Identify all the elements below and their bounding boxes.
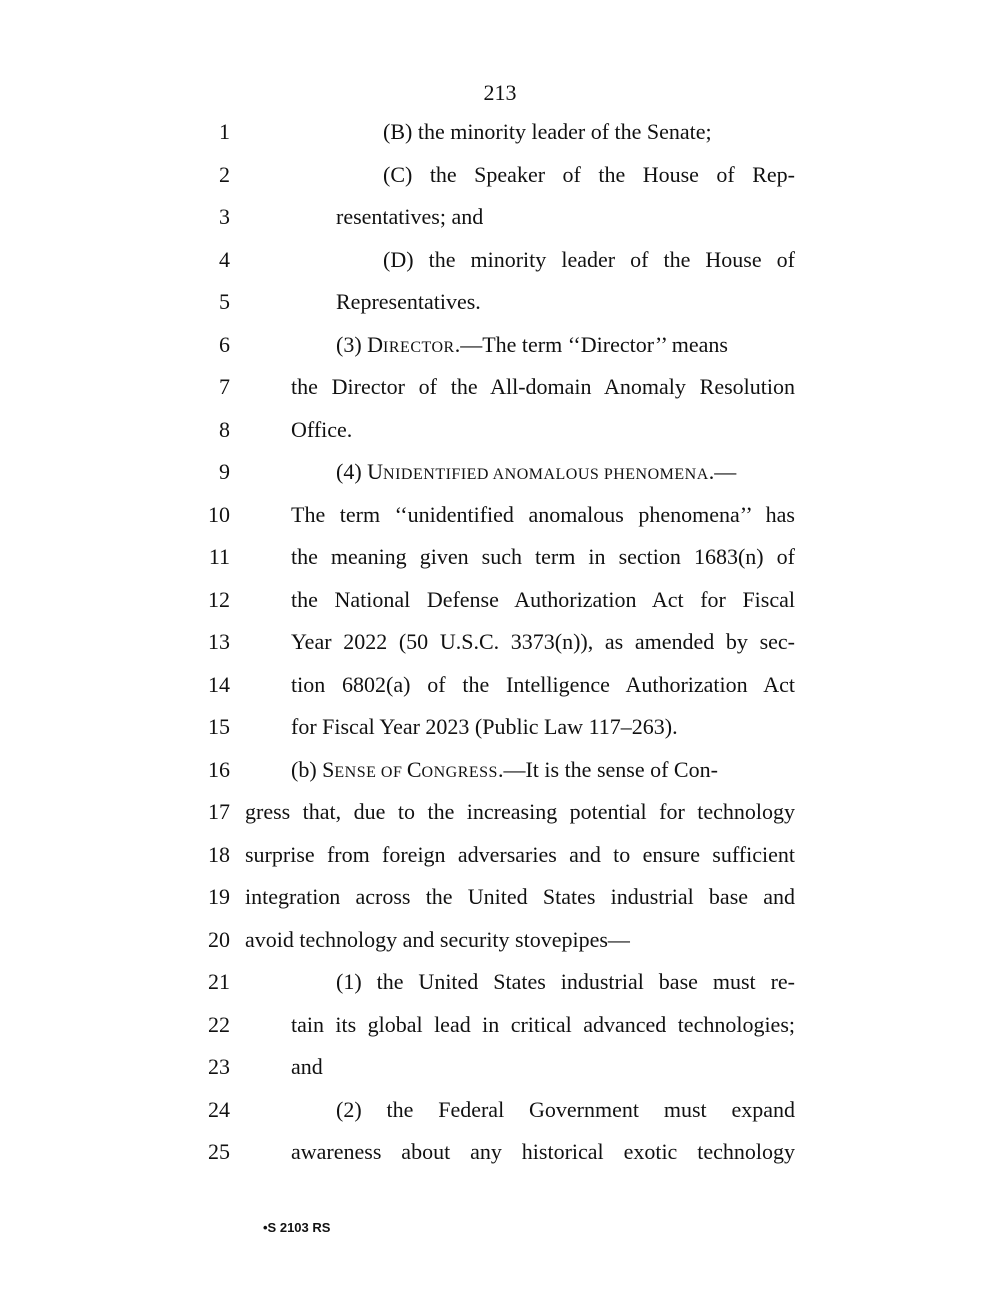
line-number: 15 <box>208 714 230 739</box>
line-text: for Fiscal Year 2023 (Public Law 117–263). <box>291 714 678 739</box>
text-line <box>0 117 1000 147</box>
text-line <box>0 755 1000 785</box>
text-line <box>0 1010 1000 1040</box>
text-line <box>0 1095 1000 1125</box>
text-line <box>0 627 1000 657</box>
line-text: the National Defense Authorization Act for Fiscal <box>291 587 795 612</box>
text-line <box>0 840 1000 870</box>
line-text: the Director of the All-domain Anomaly Resolution <box>291 374 795 399</box>
line-number: 19 <box>208 884 230 909</box>
small-caps-heading-initial: C <box>406 757 422 782</box>
line-text: (2) the Federal Government must expand <box>336 1097 795 1122</box>
line-text: gress that, due to the increasing potential for technology <box>245 799 795 824</box>
line-number: 13 <box>208 629 230 654</box>
line-number: 11 <box>208 544 230 569</box>
page-number: 213 <box>483 80 517 105</box>
line-text: integration across the United States industrial base and <box>245 884 795 909</box>
line-text: Representatives. <box>336 289 481 314</box>
line-text: tion 6802(a) of the Intelligence Authorization Act <box>291 672 795 697</box>
heading-continuation: .—The term ‘‘Director’’ means <box>454 332 728 357</box>
line-text <box>336 330 795 363</box>
text-line <box>0 245 1000 275</box>
small-caps-heading-initial: U <box>367 459 384 484</box>
text-line <box>0 500 1000 530</box>
line-number: 3 <box>219 204 230 229</box>
paragraph-marker: (b) <box>291 757 323 782</box>
line-number: 17 <box>208 799 230 824</box>
line-text: resentatives; and <box>336 204 484 229</box>
line-text: (C) the Speaker of the House of Rep- <box>383 162 795 187</box>
line-number: 1 <box>219 119 230 144</box>
line-number: 8 <box>219 417 230 442</box>
text-line <box>0 1052 1000 1082</box>
text-line <box>0 712 1000 742</box>
line-number: 24 <box>208 1097 230 1122</box>
line-number: 22 <box>208 1012 230 1037</box>
text-line <box>0 797 1000 827</box>
line-number: 18 <box>208 842 230 867</box>
line-text: Office. <box>291 417 353 442</box>
line-number: 6 <box>219 332 230 357</box>
line-text: and <box>291 1054 323 1079</box>
text-line <box>0 415 1000 445</box>
text-line <box>0 1137 1000 1167</box>
text-line <box>0 330 1000 360</box>
line-text: (1) the United States industrial base must re- <box>336 969 795 994</box>
text-line <box>0 542 1000 572</box>
text-line <box>0 670 1000 700</box>
line-text: (B) the minority leader of the Senate; <box>383 119 712 144</box>
line-text: awareness about any historical exotic technology <box>291 1139 795 1164</box>
line-number: 7 <box>219 374 230 399</box>
heading-continuation: .—It is the sense of Con- <box>497 757 718 782</box>
line-number: 5 <box>219 289 230 314</box>
text-line <box>0 202 1000 232</box>
line-number: 21 <box>208 969 230 994</box>
text-line <box>0 287 1000 317</box>
line-text: avoid technology and security stovepipes— <box>245 927 630 952</box>
line-text: the meaning given such term in section 1683(n) of <box>291 544 795 569</box>
text-line <box>0 457 1000 487</box>
line-number: 25 <box>208 1139 230 1164</box>
text-line <box>0 372 1000 402</box>
heading-continuation: .— <box>708 459 737 484</box>
text-line <box>0 882 1000 912</box>
line-text: tain its global lead in critical advanced technologies; <box>291 1012 795 1037</box>
line-number: 9 <box>219 459 230 484</box>
line-text <box>291 755 718 788</box>
small-caps-heading-rest: IRECTOR <box>383 339 455 356</box>
line-number: 12 <box>208 587 230 612</box>
line-number: 23 <box>208 1054 230 1079</box>
paragraph-marker: (3) <box>336 332 368 357</box>
line-number: 14 <box>208 672 230 697</box>
line-number: 10 <box>208 502 230 527</box>
small-caps-heading-rest: ENSE OF <box>334 764 407 781</box>
small-caps-heading-rest: NIDENTIFIED ANOMALOUS PHENOMENA <box>383 466 709 483</box>
paragraph-marker: (4) <box>336 459 368 484</box>
line-text: The term ‘‘unidentified anomalous phenomena’’ has <box>291 502 795 527</box>
text-line <box>0 925 1000 955</box>
line-text: Year 2022 (50 U.S.C. 3373(n)), as amended by sec- <box>291 629 795 654</box>
line-number: 2 <box>219 162 230 187</box>
line-text: surprise from foreign adversaries and to ensure sufficient <box>245 842 795 867</box>
line-number: 20 <box>208 927 230 952</box>
small-caps-heading-initial: D <box>367 332 384 357</box>
text-line <box>0 967 1000 997</box>
text-line <box>0 585 1000 615</box>
bill-identifier-footer: •S 2103 RS <box>263 1220 331 1235</box>
line-number: 16 <box>208 757 230 782</box>
text-line <box>0 160 1000 190</box>
small-caps-heading-rest: ONGRESS <box>421 764 498 781</box>
line-number: 4 <box>219 247 230 272</box>
line-text <box>336 457 736 490</box>
line-text: (D) the minority leader of the House of <box>383 247 795 272</box>
small-caps-heading-initial: S <box>322 757 335 782</box>
